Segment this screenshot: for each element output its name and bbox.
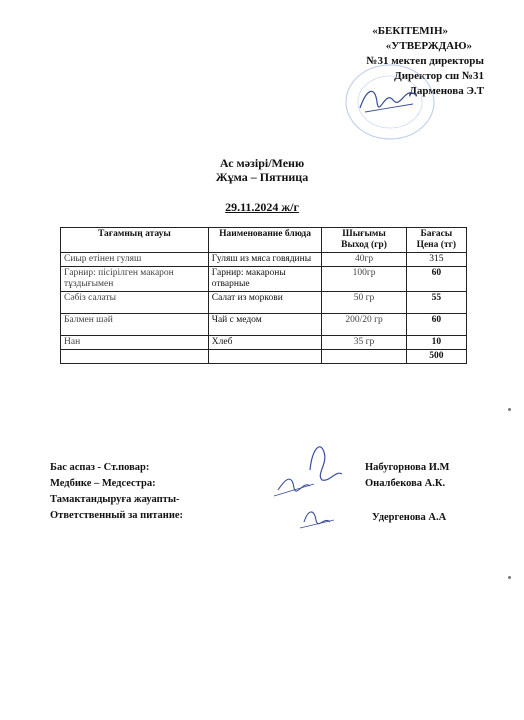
approval-ru: «УТВЕРЖДАЮ» [385,40,472,52]
dish-ru: Хлеб [208,336,322,350]
header-price-ru: Цена (тг) [416,240,457,250]
header-price-kz: Бағасы [420,229,453,239]
dish-price: 55 [406,292,466,314]
menu-day: Жұма – Пятница [215,170,309,184]
dish-ru: Салат из моркови [208,292,322,314]
table-total-row [61,350,467,364]
menu-title: Ас мәзірі/Меню [219,156,305,170]
table-header-row [61,228,467,253]
header-ru-name: Наименование блюда [208,228,322,253]
scan-speck [508,408,511,411]
table-row [61,253,467,267]
chef-name: Набугорнова И.М [365,462,450,473]
total-price: 500 [406,350,466,364]
header-output [322,228,406,253]
approval-position-kz: №31 мектеп директоры [366,55,484,67]
responsible-label-kz: Тамактандыруға жауапты- [50,494,180,505]
dish-ru: Гарнир: макароны отварные [208,267,322,292]
dish-kz: Сиыр етінен гуляш [61,253,209,267]
staff-signatures [270,430,360,540]
dish-price: 60 [406,314,466,336]
header-kz-name: Тағамның атауы [61,228,209,253]
scan-speck [508,576,511,579]
dish-kz: Сәбіз салаты [61,292,209,314]
menu-date: 29.11.2024 ж/г [225,200,299,214]
approval-kz: «БЕКІТЕМІН» [372,25,448,37]
dish-kz: Балмен шәй [61,314,209,336]
responsible-name: Удергенова А.А [372,512,447,523]
dish-kz: Нан [61,336,209,350]
approval-director-name: Дарменова Э.Т [409,85,484,97]
header-price [406,228,466,253]
dish-output: 40гр [322,253,406,267]
dish-ru: Гуляш из мяса говядины [208,253,322,267]
dish-output: 50 гр [322,292,406,314]
dish-price: 315 [406,253,466,267]
header-output-kz: Шығымы [342,229,386,239]
chef-label: Бас аспаз - Ст.повар: [50,462,150,473]
dish-kz: Гарнир: пісірілген макарон тұздығымен [61,267,209,292]
director-signature [355,78,425,118]
responsible-label-ru: Ответственный за питание: [50,510,184,521]
table-row [61,267,467,292]
menu-table [60,227,467,364]
table-row [61,336,467,350]
dish-output: 35 гр [322,336,406,350]
nurse-label: Медбике – Медсестра: [50,478,156,489]
dish-ru: Чай с медом [208,314,322,336]
table-row [61,314,467,336]
dish-output: 100гр [322,267,406,292]
dish-price: 60 [406,267,466,292]
dish-price: 10 [406,336,466,350]
table-row [61,292,467,314]
dish-output: 200/20 гр [322,314,406,336]
nurse-name: Оналбекова А.К. [365,478,446,489]
approval-position-ru: Директор сш №31 [394,70,484,82]
header-output-ru: Выход (гр) [341,240,387,250]
